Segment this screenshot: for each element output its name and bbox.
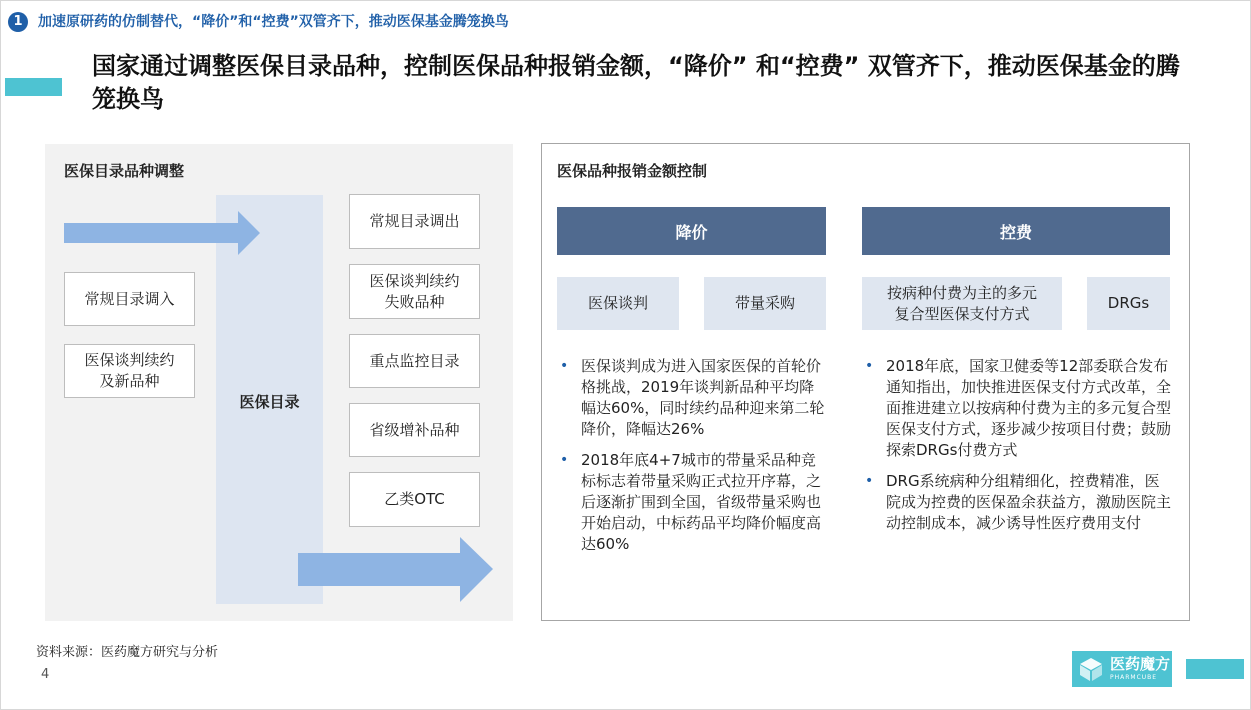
price-cut-bullet-list (557, 356, 829, 565)
bullet-dot-icon: • (865, 358, 874, 374)
output-box-key-monitoring: 重点监控目录 (349, 334, 480, 388)
inflow-arrow-icon (64, 211, 260, 255)
tag-volume-procurement: 带量采购 (704, 277, 826, 330)
logo-subtitle: PHARMCUBE (1110, 674, 1158, 681)
accent-bar-right (1186, 659, 1244, 679)
accent-bar-left (5, 78, 62, 96)
tag-negotiation: 医保谈判 (557, 277, 679, 330)
tag-disease-payment: 按病种付费为主的多元 复合型医保支付方式 (862, 277, 1062, 330)
reimbursement-control-title: 医保品种报销金额控制 (557, 162, 708, 180)
section-title: 加速原研药的仿制替代，“降价”和“控费”双管齐下，推动医保基金腾笼换鸟 (38, 14, 509, 30)
bullet-dot-icon: • (865, 473, 874, 489)
output-box-class-b-otc: 乙类OTC (349, 472, 480, 527)
bullet-text: 2018年底，国家卫健委等12部委联合发布通知指出，加快推进医保支付方式改革，全面推进建立以按病种付费为主的多元复合型医保支付方式，逐步减少按项目付费；鼓励探索DRGs付费方式 (886, 357, 1172, 459)
list-item (557, 450, 829, 555)
logo-name: 医药魔方 (1110, 655, 1171, 673)
bullet-text: DRG系统病种分组精细化，控费精准，医院成为控费的医保盈余获益方，激励医院主动控制成本，减少诱导性医疗费用支付 (886, 472, 1172, 532)
output-box-negotiation-failed: 医保谈判续约 失败品种 (349, 264, 480, 319)
list-item (862, 356, 1174, 461)
section-number-badge: 1 (8, 12, 28, 32)
output-box-regular-out: 常规目录调出 (349, 194, 480, 249)
input-box-negotiation-new: 医保谈判续约 及新品种 (64, 344, 195, 398)
price-cut-header: 降价 (557, 207, 826, 255)
headline: 国家通过调整医保目录品种，控制医保品种报销金额，“降价” 和“控费” 双管齐下，推动医保基金的腾笼换鸟 (92, 52, 1180, 113)
list-item (862, 471, 1174, 534)
tag-drgs: DRGs (1087, 277, 1170, 330)
bullet-dot-icon: • (560, 358, 569, 374)
insurance-catalog-label: 医保目录 (239, 393, 300, 411)
output-box-provincial-added: 省级增补品种 (349, 403, 480, 457)
cube-logo-icon (1078, 656, 1104, 682)
catalog-adjustment-title: 医保目录品种调整 (64, 162, 185, 180)
input-box-regular-in: 常规目录调入 (64, 272, 195, 326)
source-note: 资料来源：医药魔方研究与分析 (36, 645, 219, 660)
page-number: 4 (41, 667, 50, 682)
cost-control-header: 控费 (862, 207, 1170, 255)
list-item (557, 356, 829, 440)
bullet-text: 2018年底4+7城市的带量采品种竞标标志着带量采购正式拉开序幕，之后逐渐扩围到全国，省级带量采购也开始启动，中标药品平均降价幅度高达60% (581, 451, 822, 553)
bullet-text: 医保谈判成为进入国家医保的首轮价格挑战，2019年谈判新品种平均降幅达60%，同时续约品种迎来第二轮降价，降幅达26% (581, 357, 825, 438)
bullet-dot-icon: • (560, 452, 569, 468)
cost-control-bullet-list (862, 356, 1174, 544)
pharmcube-logo (1072, 651, 1172, 687)
outflow-arrow-icon (298, 537, 493, 602)
